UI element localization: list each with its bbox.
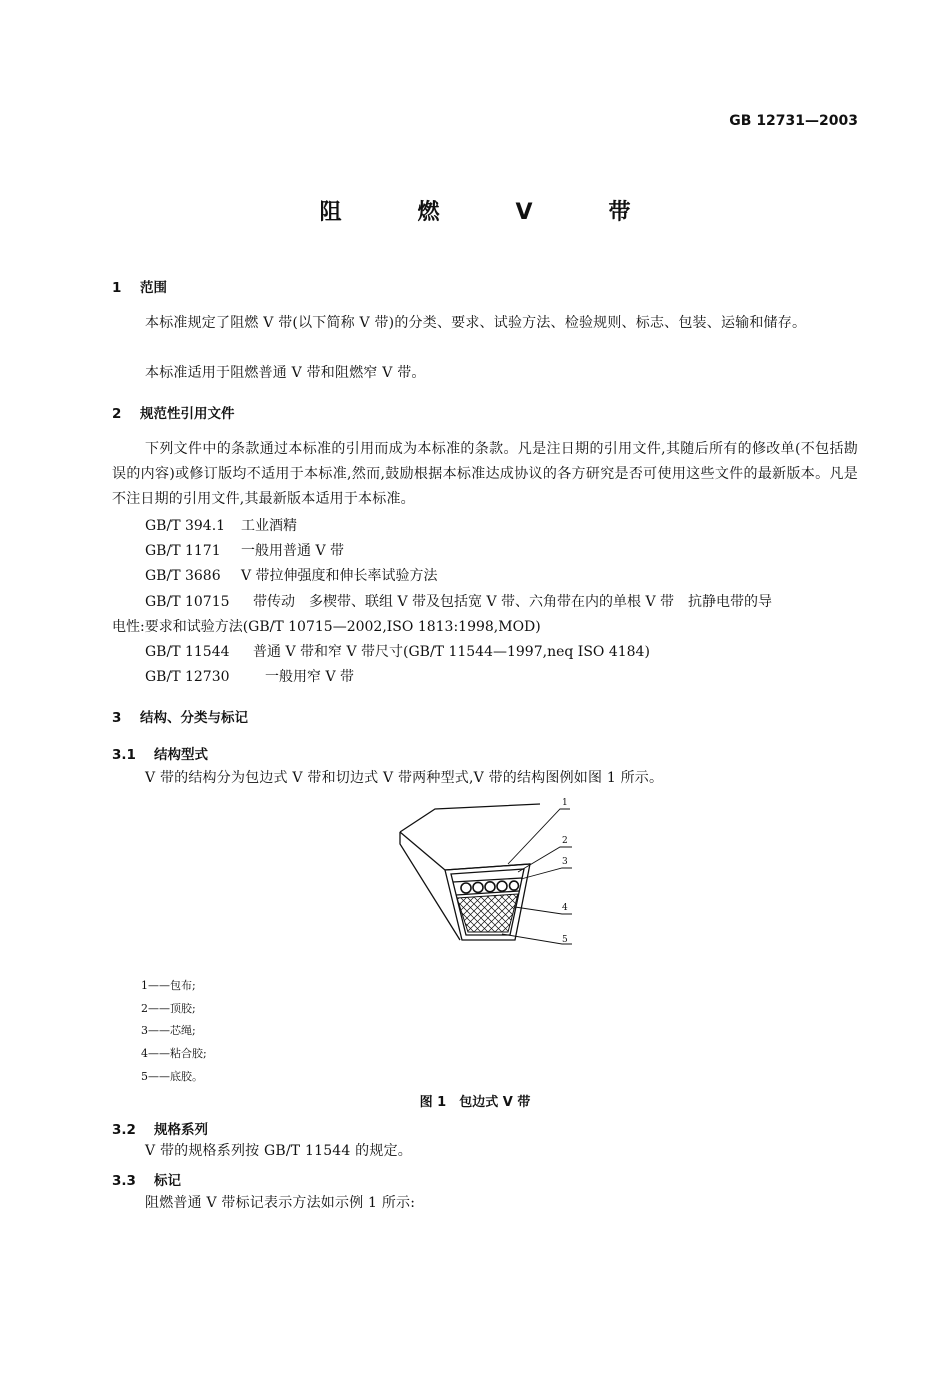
paragraph-scope-1: 本标准规定了阻燃 V 带(以下简称 V 带)的分类、要求、试验方法、检验规则、标志、包装、运输和储存。 [145,315,807,331]
section-heading-3-1 [112,743,208,763]
section-title: 结构型式 [154,747,208,763]
reference-item [145,641,650,661]
figure-legend-item: 1——包布; [141,979,196,992]
section-title: 结构、分类与标记 [140,710,248,726]
paragraph-structure: V 带的结构分为包边式 V 带和切边式 V 带两种型式,V 带的结构图例如图 1 所示。 [145,770,664,786]
reference-code: GB/T 12730 [145,669,230,685]
paragraph-spec-series: V 带的规格系列按 GB/T 11544 的规定。 [145,1143,412,1159]
section-number: 3 [112,710,122,726]
figure-legend-item: 2——顶胶; [141,1002,196,1015]
reference-continuation: 电性:要求和试验方法(GB/T 10715—2002,ISO 1813:1998,MOD) [112,619,541,635]
section-number: 1 [112,280,122,296]
reference-item [145,666,354,686]
reference-item [145,565,438,585]
title-char: 阻 [319,200,342,225]
section-title: 规范性引用文件 [140,406,235,422]
reference-code: GB/T 3686 [145,568,221,584]
standard-code: GB 12731—2003 [729,113,858,129]
cord [485,882,495,892]
reference-item [145,540,344,560]
reference-item [145,591,772,611]
section-number: 3.2 [112,1122,136,1138]
reference-title: 一般用普通 V 带 [241,543,345,559]
belt-left-top [400,832,445,870]
callout-1: 1 [562,798,568,808]
section-title: 范围 [140,280,167,296]
cord [473,882,483,892]
section-number: 3.3 [112,1173,136,1189]
paragraph-scope-2: 本标准适用于阻燃普通 V 带和阻燃窄 V 带。 [145,365,426,381]
belt-left-side [400,832,460,940]
section-heading-3-2 [112,1118,208,1138]
reference-title: 工业酒精 [241,518,297,534]
cord [510,881,519,890]
leader-line-1 [508,809,570,864]
reference-title: 普通 V 带和窄 V 带尺寸(GB/T 11544—1997,neq ISO 4184) [253,644,650,660]
cord [461,883,471,893]
reference-title: 一般用窄 V 带 [265,669,355,685]
figure-legend-item: 3——芯绳; [141,1024,196,1037]
reference-code: GB/T 11544 [145,644,230,660]
callout-4: 4 [562,903,568,913]
reference-title: V 带拉伸强度和伸长率试验方法 [241,568,438,584]
paragraph-marking: 阻燃普通 V 带标记表示方法如示例 1 所示: [145,1195,416,1211]
reference-title: 带传动 多楔带、联组 V 带及包括宽 V 带、六角带在内的单根 V 带 抗静电带的导 [253,594,773,610]
figure-legend-item: 5——底胶。 [141,1070,203,1083]
title-char: 带 [608,200,631,225]
reference-code: GB/T 1171 [145,543,221,559]
figure-legend-item: 4——粘合胶; [141,1047,207,1060]
section-heading-3-3 [112,1169,181,1189]
section-heading-1 [112,276,167,296]
section-title: 规格系列 [154,1122,208,1138]
section-title: 标记 [154,1173,181,1189]
belt-top-edge [400,804,540,832]
cord [497,881,507,891]
title-char: V [515,200,533,225]
reference-code: GB/T 394.1 [145,518,226,534]
v-belt-cross-section-figure [390,792,590,957]
document-title [0,195,950,226]
reference-item [145,515,297,535]
section-number: 3.1 [112,747,136,763]
callout-3: 3 [562,857,568,867]
callout-5: 5 [562,935,568,945]
section-number: 2 [112,406,122,422]
reference-code: GB/T 10715 [145,594,230,610]
callout-2: 2 [562,836,568,846]
section-heading-2 [112,402,235,422]
section-heading-3 [112,706,248,726]
paragraph-references-intro: 下列文件中的条款通过本标准的引用而成为本标准的条款。凡是注日期的引用文件,其随后所有的修改单(不包括勘误的内容)或修订版均不适用于本标准,然而,鼓励根据本标准达成协议的各方研究是否可使用这些文件的最新版本。凡是不注日期的引用文件,其最新版本适用于本标准。 [112,441,858,507]
figure-caption: 图 1 包边式 V 带 [419,1095,531,1110]
title-char: 燃 [417,200,440,225]
